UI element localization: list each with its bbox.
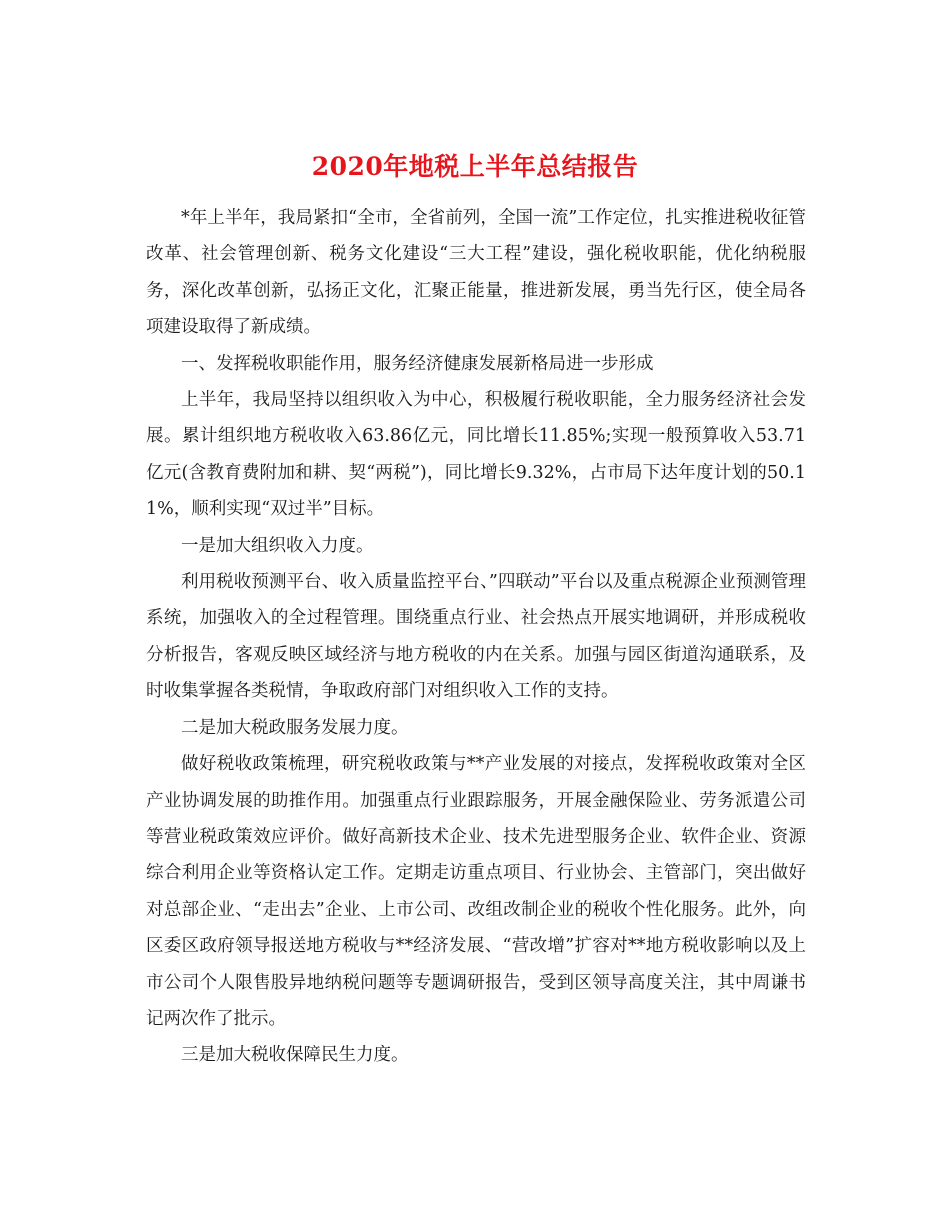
revenue-paragraph: 上半年，我局坚持以组织收入为中心，积极履行税收职能，全力服务经济社会发展。累计组织地方税收收入63.86亿元，同比增长11.85%;实现一般预算收入53.71亿元(含教育费附加和耕、契“两税”)，同比增长9.32%，占市局下达年度计划的50.11%，顺利实现“双过半”目标。 bbox=[146, 390, 806, 520]
subheading-3: 三是加大税收保障民生力度。 bbox=[181, 1045, 409, 1066]
document-title: 2020年地税上半年总结报告 bbox=[311, 151, 639, 181]
policy-service-paragraph: 做好税收政策梳理，研究税收政策与**产业发展的对接点，发挥税收政策对全区产业协调发展的助推作用。加强重点行业跟踪服务，开展金融保险业、劳务派遣公司等营业税政策效应评价。做好高新技术企业、技术先进型服务企业、软件企业、资源综合利用企业等资格认定工作。定期走访重点项目、行业协会、主管部门，突出做好对总部企业、“走出去”企业、上市公司、改组改制企业的税收个性化服务。此外，向区委区政府领导报送地方税收与**经济发展、“营改增”扩容对**地方税收影响以及上市公司个人限售股异地纳税问题等专题调研报告，受到区领导高度关注，其中周谦书记两次作了批示。 bbox=[146, 754, 806, 1029]
subheading-1: 一是加大组织收入力度。 bbox=[181, 535, 374, 556]
income-management-paragraph: 利用税收预测平台、收入质量监控平台、”四联动”平台以及重点税源企业预测管理系统，加强收入的全过程管理。围绕重点行业、社会热点开展实地调研，并形成税收分析报告，客观反映区域经济与地方税收的内在关系。加强与园区街道沟通联系，及时收集掌握各类税情，争取政府部门对组织收入工作的支持。 bbox=[146, 572, 806, 702]
subheading-2: 二是加大税政服务发展力度。 bbox=[181, 717, 409, 738]
intro-paragraph: *年上半年，我局紧扣“全市，全省前列，全国一流”工作定位，扎实推进税收征管改革、社会管理创新、税务文化建设“三大工程”建设，强化税收职能，优化纳税服务，深化改革创新，弘扬正文化，汇聚正能量，推进新发展，勇当先行区，使全局各项建设取得了新成绩。 bbox=[146, 208, 806, 338]
section-heading-1: 一、发挥税收职能作用，服务经济健康发展新格局进一步形成 bbox=[181, 353, 654, 374]
document-body bbox=[146, 200, 806, 1074]
